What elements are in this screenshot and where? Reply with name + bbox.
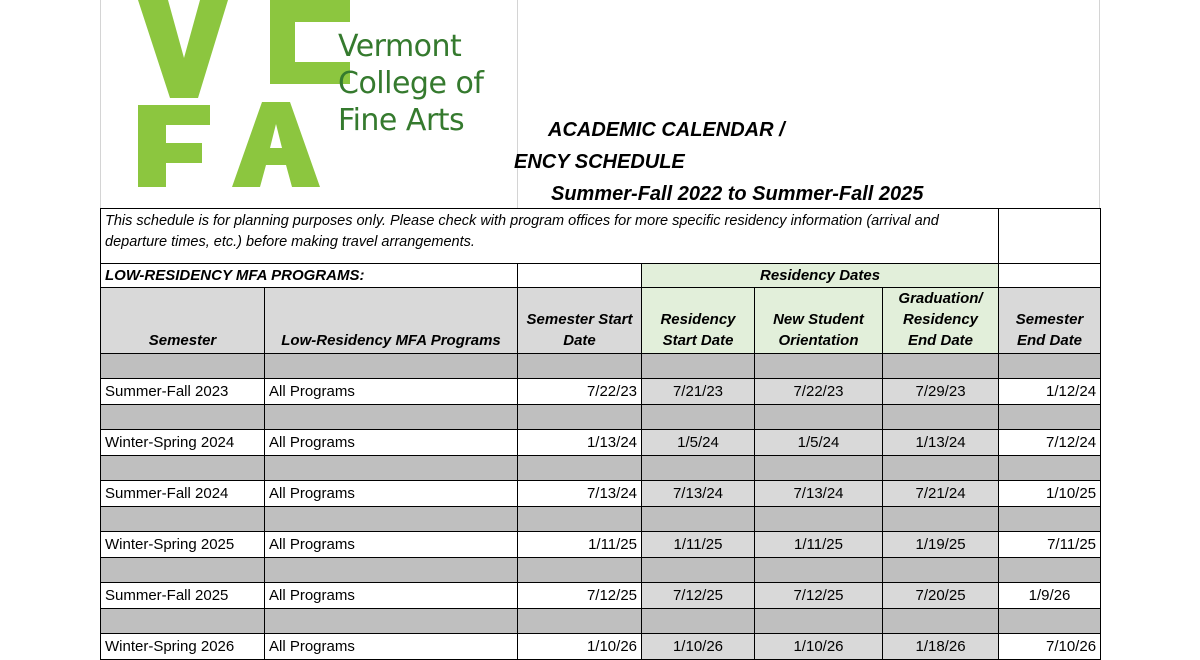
gridline: [100, 0, 101, 208]
semester-cell: Summer-Fall 2023: [101, 379, 265, 405]
residency-start-cell: 7/13/24: [642, 481, 755, 507]
semester-start-cell: 1/11/25: [518, 532, 642, 558]
separator-row: [101, 354, 1101, 379]
graduation-cell: 1/18/26: [883, 634, 999, 660]
page-title: ACADEMIC CALENDAR /: [548, 119, 785, 141]
residency-start-cell: 1/5/24: [642, 430, 755, 456]
section-label: LOW-RESIDENCY MFA PROGRAMS:: [101, 264, 518, 288]
table-row: [101, 481, 1101, 507]
logo-line: Vermont: [338, 29, 462, 64]
gridline: [1099, 0, 1100, 208]
graduation-cell: 7/20/25: [883, 583, 999, 609]
programs-header: Low-Residency MFA Programs: [265, 288, 518, 354]
orientation-cell: 1/11/25: [755, 532, 883, 558]
semester-start-cell: 1/13/24: [518, 430, 642, 456]
separator-row: [101, 405, 1101, 430]
programs-cell: All Programs: [265, 481, 518, 507]
residency-start-cell: 1/11/25: [642, 532, 755, 558]
table-row: [101, 532, 1101, 558]
table-row: [101, 583, 1101, 609]
empty-cell: [518, 264, 642, 288]
semester-start-header: Semester Start Date: [518, 288, 642, 354]
programs-cell: All Programs: [265, 532, 518, 558]
table-row: [101, 379, 1101, 405]
empty-cell: [999, 209, 1101, 264]
semester-start-cell: 7/22/23: [518, 379, 642, 405]
semester-end-cell: 7/12/24: [999, 430, 1101, 456]
orientation-cell: 7/22/23: [755, 379, 883, 405]
residency-start-header: Residency Start Date: [642, 288, 755, 354]
orientation-cell: 7/12/25: [755, 583, 883, 609]
orientation-cell: 7/13/24: [755, 481, 883, 507]
semester-cell: Winter-Spring 2024: [101, 430, 265, 456]
orientation-header: New Student Orientation: [755, 288, 883, 354]
page-subtitle: ENCY SCHEDULE: [514, 151, 685, 173]
semester-cell: Summer-Fall 2024: [101, 481, 265, 507]
empty-cell: [999, 264, 1101, 288]
semester-end-cell: 7/11/25: [999, 532, 1101, 558]
programs-cell: All Programs: [265, 430, 518, 456]
orientation-cell: 1/10/26: [755, 634, 883, 660]
residency-start-cell: 1/10/26: [642, 634, 755, 660]
residency-dates-header: Residency Dates: [642, 264, 999, 288]
programs-cell: All Programs: [265, 583, 518, 609]
logo-line: Fine Arts: [338, 103, 465, 138]
orientation-cell: 1/5/24: [755, 430, 883, 456]
semester-start-cell: 7/13/24: [518, 481, 642, 507]
semester-start-cell: 7/12/25: [518, 583, 642, 609]
gridline: [517, 0, 518, 208]
separator-row: [101, 456, 1101, 481]
semester-end-cell: 7/10/26: [999, 634, 1101, 660]
semester-end-cell: 1/9/26: [999, 583, 1101, 609]
graduation-cell: 1/13/24: [883, 430, 999, 456]
vcfa-logo-icon: [120, 0, 350, 190]
graduation-header: Graduation/ Residency End Date: [883, 288, 999, 354]
semester-end-cell: 1/10/25: [999, 481, 1101, 507]
semester-cell: Winter-Spring 2025: [101, 532, 265, 558]
semester-start-cell: 1/10/26: [518, 634, 642, 660]
programs-cell: All Programs: [265, 634, 518, 660]
semester-cell: Winter-Spring 2026: [101, 634, 265, 660]
planning-note: This schedule is for planning purposes only. Please check with program offices for more specific residency information (arrival and departure times, etc.) before making travel arrangements.: [101, 209, 999, 264]
table-row: [101, 634, 1101, 660]
semester-end-header: Semester End Date: [999, 288, 1101, 354]
graduation-cell: 7/29/23: [883, 379, 999, 405]
separator-row: [101, 507, 1101, 532]
separator-row: [101, 558, 1101, 583]
residency-start-cell: 7/21/23: [642, 379, 755, 405]
residency-start-cell: 7/12/25: [642, 583, 755, 609]
graduation-cell: 7/21/24: [883, 481, 999, 507]
graduation-cell: 1/19/25: [883, 532, 999, 558]
date-range-title: Summer-Fall 2022 to Summer-Fall 2025: [551, 183, 924, 205]
semester-cell: Summer-Fall 2025: [101, 583, 265, 609]
semester-header: Semester: [101, 288, 265, 354]
calendar-table: [100, 208, 1101, 660]
logo-wordmark: [338, 28, 483, 139]
table-row: [101, 430, 1101, 456]
semester-end-cell: 1/12/24: [999, 379, 1101, 405]
logo-line: College of: [338, 66, 484, 101]
programs-cell: All Programs: [265, 379, 518, 405]
